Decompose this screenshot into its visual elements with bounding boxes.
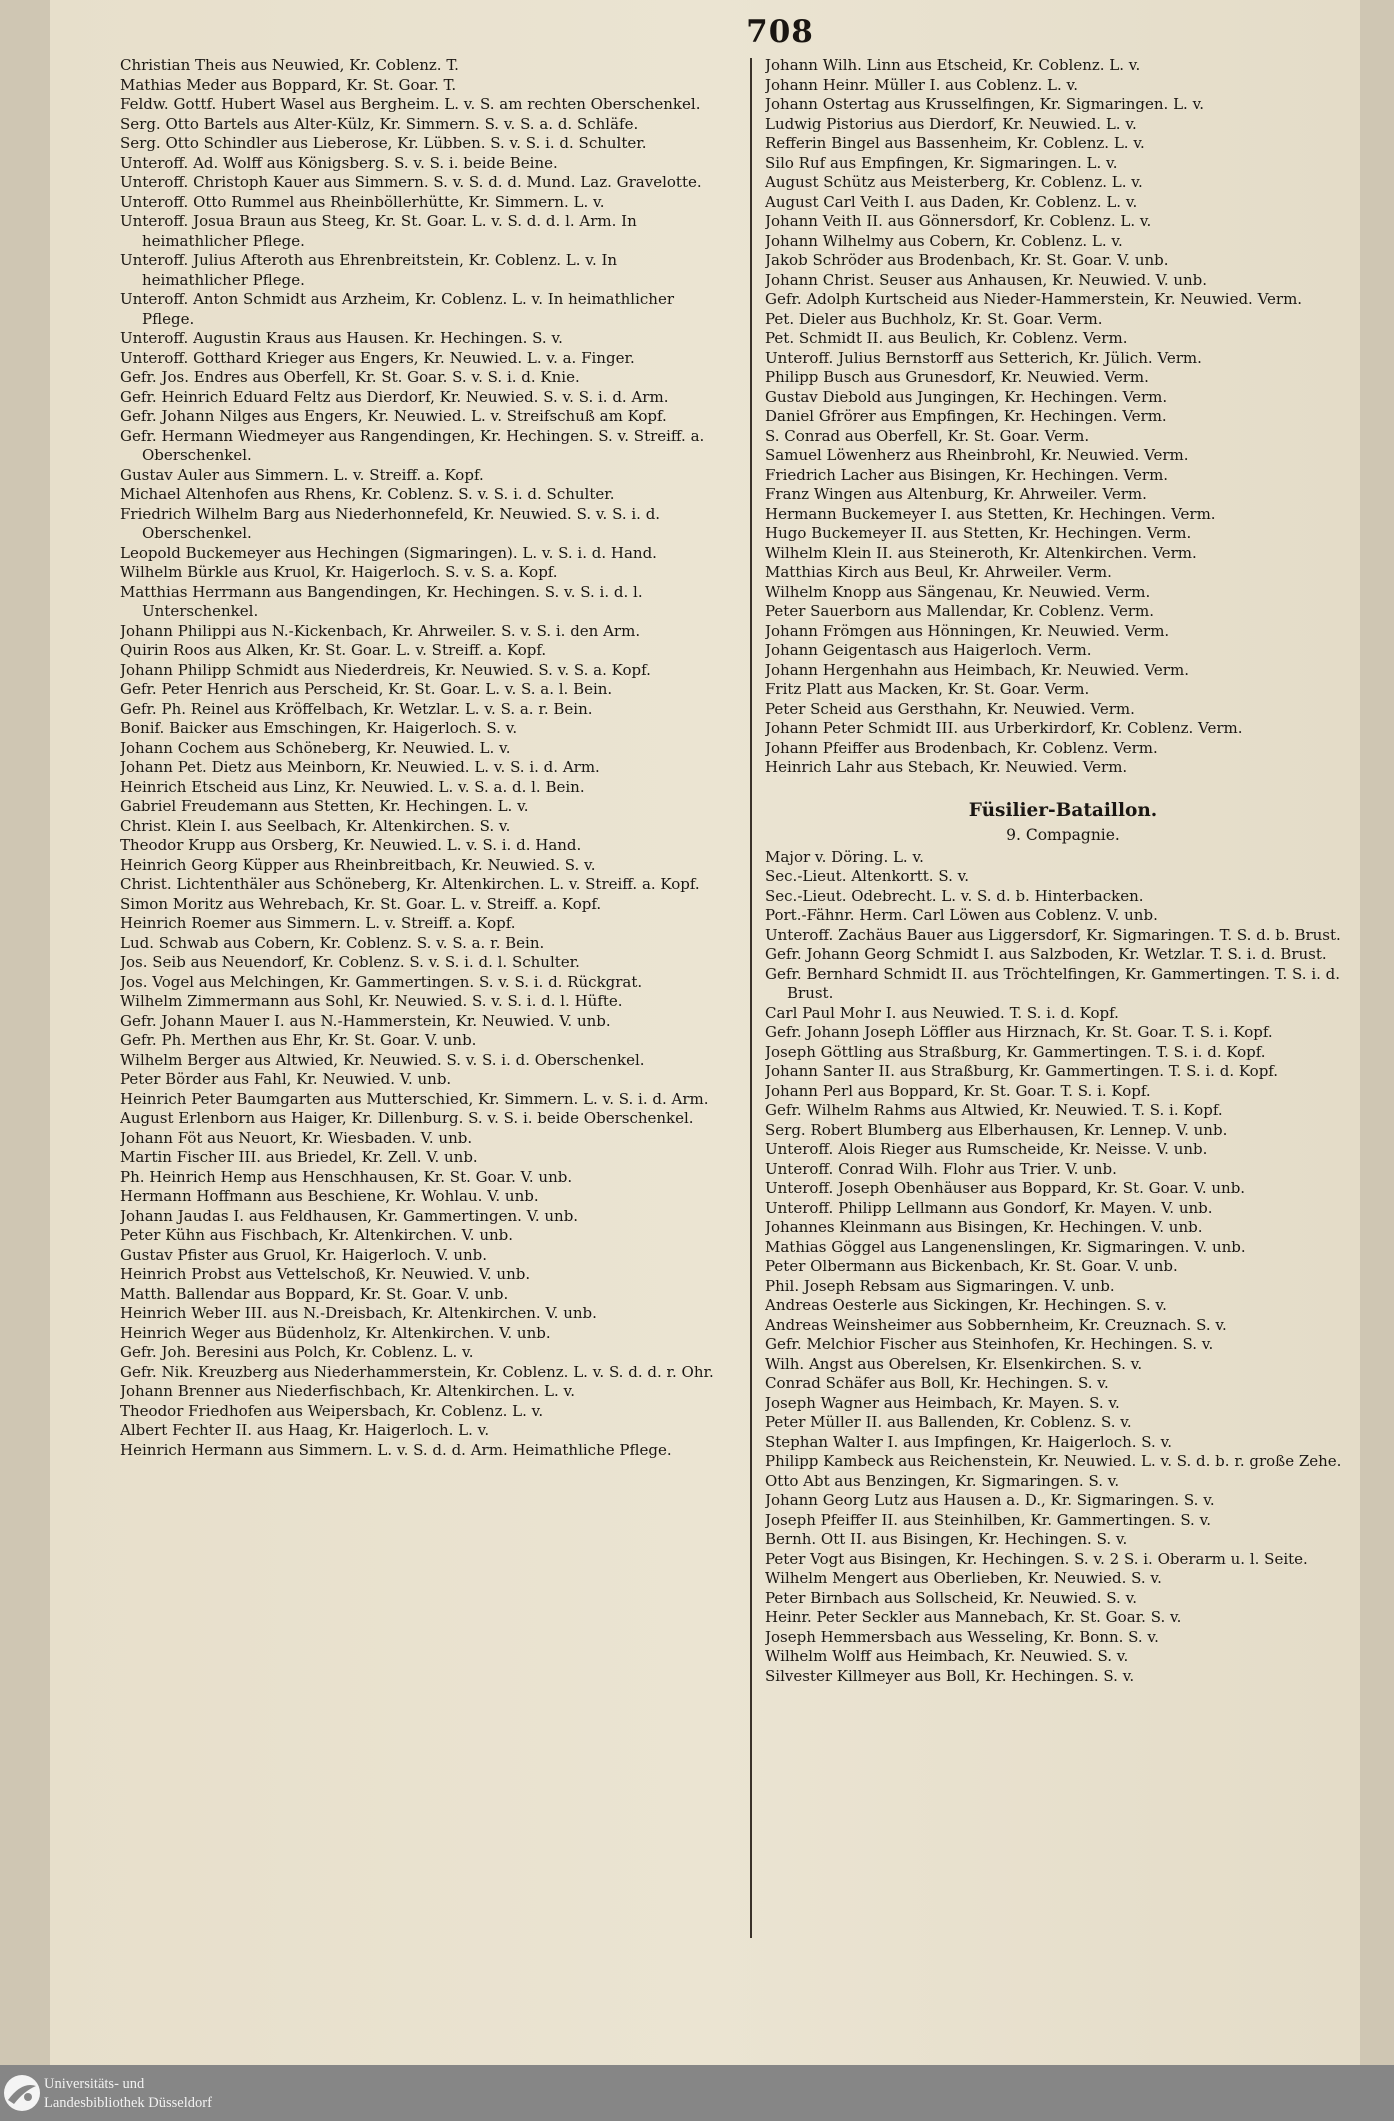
list-entry: Friedrich Lacher aus Bisingen, Kr. Hechingen. Verm. [765, 465, 1169, 484]
list-entry: Albert Fechter II. aus Haag, Kr. Haigerloch. L. v. [120, 1421, 490, 1439]
list-entry: Johann Hergenhahn aus Heimbach, Kr. Neuwied. Verm. [765, 660, 1189, 679]
list-entry: Theodor Friedhofen aus Weipersbach, Kr. Coblenz. L. v. [120, 1401, 544, 1420]
list-entry: Christian Theis aus Neuwied, Kr. Coblenz. T. [120, 56, 459, 74]
list-entry: Andreas Oesterle aus Sickingen, Kr. Hechingen. S. v. [765, 1296, 1167, 1314]
list-entry: Johannes Kleinmann aus Bisingen, Kr. Hechingen. V. unb. [765, 1218, 1203, 1236]
list-entry: Heinrich Roemer aus Simmern. L. v. Streiff. a. Kopf. [120, 914, 516, 932]
list-entry: Gefr. Johann Mauer I. aus N.-Hammerstein, Kr. Neuwied. V. unb. [120, 1011, 611, 1030]
list-entry: Simon Moritz aus Wehrebach, Kr. St. Goar. L. v. Streiff. a. Kopf. [120, 894, 602, 913]
list-entry: Hermann Buckemeyer I. aus Stetten, Kr. Hechingen. Verm. [765, 504, 1216, 523]
list-entry: Joseph Göttling aus Straßburg, Kr. Gammertingen. T. S. i. d. Kopf. [765, 1042, 1266, 1061]
list-entry: Johann Perl aus Boppard, Kr. St. Goar. T. S. i. Kopf. [765, 1081, 1151, 1100]
list-entry: Friedrich Wilhelm Barg aus Niederhonnefeld, Kr. Neuwied. S. v. S. i. d. Oberschenkel. [120, 504, 661, 542]
list-entry: Heinrich Lahr aus Stebach, Kr. Neuwied. Verm. [765, 758, 1128, 776]
list-entry: Johann Pet. Dietz aus Meinborn, Kr. Neuwied. L. v. S. i. d. Arm. [120, 758, 600, 776]
list-entry: Gefr. Melchior Fischer aus Steinhofen, Kr. Hechingen. S. v. [765, 1335, 1214, 1353]
list-entry: Joseph Pfeiffer II. aus Steinhilben, Kr. Gammertingen. S. v. [765, 1510, 1212, 1529]
list-entry: Serg. Robert Blumberg aus Elberhausen, Kr. Lennep. V. unb. [765, 1120, 1228, 1139]
list-entry: August Carl Veith I. aus Daden, Kr. Coblenz. L. v. [765, 192, 1138, 211]
list-entry: Peter Vogt aus Bisingen, Kr. Hechingen. S. v. 2 S. i. Oberarm u. l. Seite. [765, 1549, 1308, 1568]
list-entry: Wilhelm Zimmermann aus Sohl, Kr. Neuwied. S. v. S. i. d. l. Hüfte. [120, 992, 623, 1010]
list-entry: Unteroff. Augustin Kraus aus Hausen. Kr. Hechingen. S. v. [120, 329, 563, 347]
list-entry: Matthias Kirch aus Beul, Kr. Ahrweiler. Verm. [765, 563, 1112, 581]
list-entry: Wilhelm Wolff aus Heimbach, Kr. Neuwied. S. v. [765, 1647, 1129, 1665]
list-entry: Heinrich Georg Küpper aus Rheinbreitbach, Kr. Neuwied. S. v. [120, 855, 596, 874]
list-entry: Peter Birnbach aus Sollscheid, Kr. Neuwied. S. v. [765, 1588, 1138, 1607]
list-entry: Hugo Buckemeyer II. aus Stetten, Kr. Hechingen. Verm. [765, 524, 1192, 542]
list-entry: Wilhelm Klein II. aus Steineroth, Kr. Altenkirchen. Verm. [765, 543, 1197, 562]
list-entry: Unteroff. Gotthard Krieger aus Engers, Kr. Neuwied. L. v. a. Finger. [120, 348, 635, 367]
list-entry: Philipp Kambeck aus Reichenstein, Kr. Neuwied. L. v. S. d. b. r. große Zehe. [765, 1452, 1342, 1470]
list-entry: Christ. Klein I. aus Seelbach, Kr. Altenkirchen. S. v. [120, 816, 511, 835]
list-entry: Johann Föt aus Neuort, Kr. Wiesbaden. V. unb. [120, 1128, 473, 1147]
footer-bar [0, 2065, 1394, 2121]
list-entry: Carl Paul Mohr I. aus Neuwied. T. S. i. d. Kopf. [765, 1003, 1119, 1022]
list-entry: Johann Georg Lutz aus Hausen a. D., Kr. Sigmaringen. S. v. [765, 1491, 1215, 1509]
list-entry: Quirin Roos aus Alken, Kr. St. Goar. L. v. Streiff. a. Kopf. [120, 641, 547, 659]
page-number: 708 [746, 14, 814, 50]
list-entry: Hermann Hoffmann aus Beschiene, Kr. Wohlau. V. unb. [120, 1187, 539, 1205]
list-entry: Ludwig Pistorius aus Dierdorf, Kr. Neuwied. L. v. [765, 114, 1137, 133]
list-entry: Fritz Platt aus Macken, Kr. St. Goar. Verm. [765, 680, 1090, 698]
list-entry: Bernh. Ott II. aus Bisingen, Kr. Hechingen. S. v. [765, 1530, 1128, 1548]
list-entry: Unteroff. Otto Rummel aus Rheinböllerhütte, Kr. Simmern. L. v. [120, 192, 605, 211]
list-entry: Heinrich Weger aus Büdenholz, Kr. Altenkirchen. V. unb. [120, 1323, 551, 1342]
list-entry: Johann Santer II. aus Straßburg, Kr. Gammertingen. T. S. i. d. Kopf. [765, 1062, 1279, 1080]
list-entry: Conrad Schäfer aus Boll, Kr. Hechingen. S. v. [765, 1374, 1109, 1392]
list-entry: Silo Ruf aus Empfingen, Kr. Sigmaringen. L. v. [765, 153, 1118, 172]
list-entry: Daniel Gfrörer aus Empfingen, Kr. Hechingen. Verm. [765, 407, 1167, 425]
list-entry: Unteroff. Julius Afteroth aus Ehrenbreitstein, Kr. Coblenz. L. v. In heimathlicher Pflege. [120, 251, 618, 289]
list-entry: Jakob Schröder aus Brodenbach, Kr. St. Goar. V. unb. [765, 251, 1169, 269]
list-entry: Theodor Krupp aus Orsberg, Kr. Neuwied. L. v. S. i. d. Hand. [120, 836, 582, 854]
list-entry: Gefr. Johann Nilges aus Engers, Kr. Neuwied. L. v. Streifschuß am Kopf. [120, 407, 667, 425]
list-entry: Heinrich Hermann aus Simmern. L. v. S. d. d. Arm. Heimathliche Pflege. [120, 1440, 672, 1459]
list-entry: Gefr. Johann Joseph Löffler aus Hirznach, Kr. St. Goar. T. S. i. Kopf. [765, 1023, 1273, 1041]
list-entry: Gabriel Freudemann aus Stetten, Kr. Hechingen. L. v. [120, 797, 529, 815]
list-entry: Johann Geigentasch aus Haigerloch. Verm. [765, 641, 1092, 659]
list-entry: Ph. Heinrich Hemp aus Henschhausen, Kr. St. Goar. V. unb. [120, 1167, 573, 1186]
list-entry: Refferin Bingel aus Bassenheim, Kr. Coblenz. L. v. [765, 134, 1145, 152]
list-entry: Jos. Vogel aus Melchingen, Kr. Gammertingen. S. v. S. i. d. Rückgrat. [120, 972, 643, 991]
list-entry: Phil. Joseph Rebsam aus Sigmaringen. V. unb. [765, 1276, 1115, 1295]
company-list [765, 848, 1361, 1687]
list-entry: Port.-Fähnr. Herm. Carl Löwen aus Coblenz. V. unb. [765, 906, 1158, 924]
list-entry: Gefr. Adolph Kurtscheid aus Nieder-Hammerstein, Kr. Neuwied. Verm. [765, 290, 1303, 308]
list-entry: Christ. Lichtenthäler aus Schöneberg, Kr. Altenkirchen. L. v. Streiff. a. Kopf. [120, 875, 700, 893]
list-entry: Wilhelm Berger aus Altwied, Kr. Neuwied. S. v. S. i. d. Oberschenkel. [120, 1050, 645, 1069]
footer-line-2: Landesbibliothek Düsseldorf [44, 2095, 212, 2111]
list-entry: Johann Heinr. Müller I. aus Coblenz. L. v. [765, 75, 1079, 94]
list-entry: Heinrich Etscheid aus Linz, Kr. Neuwied. L. v. S. a. d. l. Bein. [120, 777, 585, 796]
list-entry: Otto Abt aus Benzingen, Kr. Sigmaringen. S. v. [765, 1471, 1120, 1490]
list-entry: Heinrich Probst aus Vettelschoß, Kr. Neuwied. V. unb. [120, 1265, 531, 1283]
list-entry: Jos. Seib aus Neuendorf, Kr. Coblenz. S. v. S. i. d. l. Schulter. [120, 953, 580, 971]
list-entry: Michael Altenhofen aus Rhens, Kr. Coblenz. S. v. S. i. d. Schulter. [120, 485, 615, 503]
list-entry: Peter Müller II. aus Ballenden, Kr. Coblenz. S. v. [765, 1413, 1132, 1431]
list-entry: Unteroff. Zachäus Bauer aus Liggersdorf, Kr. Sigmaringen. T. S. d. b. Brust. [765, 925, 1341, 944]
list-entry: Gustav Pfister aus Gruol, Kr. Haigerloch. V. unb. [120, 1245, 488, 1264]
list-entry: Gefr. Nik. Kreuzberg aus Niederhammerstein, Kr. Coblenz. L. v. S. d. d. r. Ohr. [120, 1362, 714, 1381]
list-entry: Peter Börder aus Fahl, Kr. Neuwied. V. unb. [120, 1070, 452, 1088]
list-entry: Sec.-Lieut. Odebrecht. L. v. S. d. b. Hinterbacken. [765, 886, 1144, 905]
list-entry: Johann Christ. Seuser aus Anhausen, Kr. Neuwied. V. unb. [765, 270, 1208, 289]
list-entry: Gefr. Wilhelm Rahms aus Altwied, Kr. Neuwied. T. S. i. Kopf. [765, 1101, 1223, 1119]
list-entry: Peter Sauerborn aus Mallendar, Kr. Coblenz. Verm. [765, 602, 1155, 620]
list-entry: Lud. Schwab aus Cobern, Kr. Coblenz. S. v. S. a. r. Bein. [120, 933, 545, 952]
right-column [765, 56, 1361, 1686]
document-page [50, 0, 1360, 2121]
list-entry: Serg. Otto Bartels aus Alter-Külz, Kr. Simmern. S. v. S. a. d. Schläfe. [120, 114, 639, 133]
footer-line-1: Universitäts- und [44, 2076, 145, 2092]
list-entry: Johann Veith II. aus Gönnersdorf, Kr. Coblenz. L. v. [765, 212, 1152, 230]
list-entry: S. Conrad aus Oberfell, Kr. St. Goar. Verm. [765, 426, 1090, 445]
list-entry: Wilh. Angst aus Oberelsen, Kr. Elsenkirchen. S. v. [765, 1354, 1143, 1373]
list-entry: Johann Philippi aus N.-Kickenbach, Kr. Ahrweiler. S. v. S. i. den Arm. [120, 621, 641, 640]
list-entry: Pet. Dieler aus Buchholz, Kr. St. Goar. Verm. [765, 309, 1103, 328]
list-entry: Leopold Buckemeyer aus Hechingen (Sigmaringen). L. v. S. i. d. Hand. [120, 543, 657, 562]
list-entry: Mathias Meder aus Boppard, Kr. St. Goar. T. [120, 75, 457, 94]
list-entry: Matthias Herrmann aus Bangendingen, Kr. Hechingen. S. v. S. i. d. l. Unterschenkel. [120, 582, 643, 620]
list-entry: Johann Jaudas I. aus Feldhausen, Kr. Gammertingen. V. unb. [120, 1206, 579, 1225]
column-divider [750, 58, 752, 1938]
list-entry: Johann Philipp Schmidt aus Niederdreis, Kr. Neuwied. S. v. S. a. Kopf. [120, 660, 651, 679]
list-entry: Gefr. Johann Georg Schmidt I. aus Salzboden, Kr. Wetzlar. T. S. i. d. Brust. [765, 945, 1327, 963]
left-column [120, 56, 716, 1460]
list-entry: Gefr. Ph. Merthen aus Ehr, Kr. St. Goar. V. unb. [120, 1031, 477, 1049]
list-entry: Gefr. Heinrich Eduard Feltz aus Dierdorf, Kr. Neuwied. S. v. S. i. d. Arm. [120, 387, 669, 406]
list-entry: Franz Wingen aus Altenburg, Kr. Ahrweiler. Verm. [765, 485, 1147, 503]
list-entry: Unteroff. Julius Bernstorff aus Setterich, Kr. Jülich. Verm. [765, 348, 1202, 367]
list-entry: Johann Peter Schmidt III. aus Urberkirdorf, Kr. Coblenz. Verm. [765, 719, 1243, 737]
list-entry: Martin Fischer III. aus Briedel, Kr. Zell. V. unb. [120, 1148, 478, 1166]
list-entry: Gefr. Bernhard Schmidt II. aus Tröchtelfingen, Kr. Gammertingen. T. S. i. d. Brust. [765, 964, 1341, 1002]
list-entry: Gefr. Hermann Wiedmeyer aus Rangendingen, Kr. Hechingen. S. v. Streiff. a. Oberschenkel. [120, 426, 705, 464]
list-entry: August Schütz aus Meisterberg, Kr. Coblenz. L. v. [765, 173, 1143, 191]
list-entry: Unteroff. Alois Rieger aus Rumscheide, Kr. Neisse. V. unb. [765, 1140, 1208, 1158]
list-entry: Gefr. Joh. Beresini aus Polch, Kr. Coblenz. L. v. [120, 1343, 474, 1361]
list-entry: Philipp Busch aus Grunesdorf, Kr. Neuwied. Verm. [765, 368, 1149, 386]
list-entry: Unteroff. Christoph Kauer aus Simmern. S. v. S. d. d. Mund. Laz. Gravelotte. [120, 173, 702, 191]
list-entry: Heinrich Weber III. aus N.-Dreisbach, Kr. Altenkirchen. V. unb. [120, 1304, 597, 1322]
list-entry: Andreas Weinsheimer aus Sobbernheim, Kr. Creuznach. S. v. [765, 1315, 1227, 1334]
list-entry: Gefr. Peter Henrich aus Perscheid, Kr. St. Goar. L. v. S. a. l. Bein. [120, 680, 613, 698]
list-entry: Gefr. Ph. Reinel aus Kröffelbach, Kr. Wetzlar. L. v. S. a. r. Bein. [120, 699, 593, 718]
list-entry: Joseph Wagner aus Heimbach, Kr. Mayen. S. v. [765, 1393, 1120, 1412]
list-entry: Gustav Auler aus Simmern. L. v. Streiff. a. Kopf. [120, 465, 484, 484]
list-entry: Wilhelm Knopp aus Sängenau, Kr. Neuwied. Verm. [765, 582, 1151, 601]
list-entry: Stephan Walter I. aus Impfingen, Kr. Haigerloch. S. v. [765, 1432, 1173, 1451]
list-entry: Samuel Löwenherz aus Rheinbrohl, Kr. Neuwied. Verm. [765, 446, 1189, 464]
list-entry: Johann Ostertag aus Krusselfingen, Kr. Sigmaringen. L. v. [765, 95, 1205, 113]
list-entry: Peter Olbermann aus Bickenbach, Kr. St. Goar. V. unb. [765, 1257, 1178, 1275]
list-entry: Unteroff. Joseph Obenhäuser aus Boppard, Kr. St. Goar. V. unb. [765, 1179, 1246, 1197]
list-entry: Peter Kühn aus Fischbach, Kr. Altenkirchen. V. unb. [120, 1226, 514, 1244]
list-entry: Mathias Göggel aus Langenenslingen, Kr. Sigmaringen. V. unb. [765, 1237, 1246, 1256]
list-entry: Johann Cochem aus Schöneberg, Kr. Neuwied. L. v. [120, 738, 511, 757]
list-entry: Heinrich Peter Baumgarten aus Mutterschied, Kr. Simmern. L. v. S. i. d. Arm. [120, 1089, 709, 1108]
list-entry: Johann Wilhelmy aus Cobern, Kr. Coblenz. L. v. [765, 231, 1123, 250]
list-entry: Unteroff. Philipp Lellmann aus Gondorf, Kr. Mayen. V. unb. [765, 1198, 1213, 1217]
list-entry: Major v. Döring. L. v. [765, 847, 924, 866]
list-entry: August Erlenborn aus Haiger, Kr. Dillenburg. S. v. S. i. beide Oberschenkel. [120, 1109, 694, 1127]
list-entry: Unteroff. Ad. Wolff aus Königsberg. S. v. S. i. beide Beine. [120, 153, 558, 172]
list-entry: Peter Scheid aus Gersthahn, Kr. Neuwied. Verm. [765, 699, 1135, 718]
list-entry: Wilhelm Mengert aus Oberlieben, Kr. Neuwied. S. v. [765, 1569, 1162, 1587]
list-entry: Serg. Otto Schindler aus Lieberose, Kr. Lübben. S. v. S. i. d. Schulter. [120, 134, 647, 152]
list-entry: Gustav Diebold aus Jungingen, Kr. Hechingen. Verm. [765, 387, 1168, 406]
list-entry: Johann Frömgen aus Hönningen, Kr. Neuwied. Verm. [765, 621, 1170, 640]
list-entry: Pet. Schmidt II. aus Beulich, Kr. Coblenz. Verm. [765, 329, 1128, 347]
list-entry: Johann Pfeiffer aus Brodenbach, Kr. Coblenz. Verm. [765, 738, 1158, 757]
list-entry: Johann Brenner aus Niederfischbach, Kr. Altenkirchen. L. v. [120, 1382, 575, 1400]
right-column-list [765, 56, 1361, 778]
list-entry: Sec.-Lieut. Altenkortt. S. v. [765, 867, 970, 885]
list-entry: Johann Wilh. Linn aus Etscheid, Kr. Coblenz. L. v. [765, 56, 1141, 74]
section-heading: Füsilier-Bataillon. [968, 799, 1158, 821]
list-entry: Wilhelm Bürkle aus Kruol, Kr. Haigerloch. S. v. S. a. Kopf. [120, 563, 558, 581]
list-entry: Gefr. Jos. Endres aus Oberfell, Kr. St. Goar. S. v. S. i. d. Knie. [120, 368, 580, 386]
list-entry: Matth. Ballendar aus Boppard, Kr. St. Goar. V. unb. [120, 1284, 509, 1303]
list-entry: Unteroff. Anton Schmidt aus Arzheim, Kr. Coblenz. L. v. In heimathlicher Pflege. [120, 290, 674, 328]
library-logo-icon [2, 2073, 42, 2113]
list-entry: Unteroff. Conrad Wilh. Flohr aus Trier. V. unb. [765, 1159, 1117, 1178]
list-entry: Unteroff. Josua Braun aus Steeg, Kr. St. Goar. L. v. S. d. d. l. Arm. In heimathlicher Pflege. [120, 212, 637, 250]
section-subheading: 9. Compagnie. [1006, 825, 1120, 844]
list-entry: Feldw. Gottf. Hubert Wasel aus Bergheim. L. v. S. am rechten Oberschenkel. [120, 95, 701, 113]
list-entry: Bonif. Baicker aus Emschingen, Kr. Haigerloch. S. v. [120, 719, 518, 737]
list-entry: Heinr. Peter Seckler aus Mannebach, Kr. St. Goar. S. v. [765, 1608, 1182, 1626]
list-entry: Silvester Killmeyer aus Boll, Kr. Hechingen. S. v. [765, 1666, 1135, 1685]
list-entry: Joseph Hemmersbach aus Wesseling, Kr. Bonn. S. v. [765, 1627, 1159, 1646]
